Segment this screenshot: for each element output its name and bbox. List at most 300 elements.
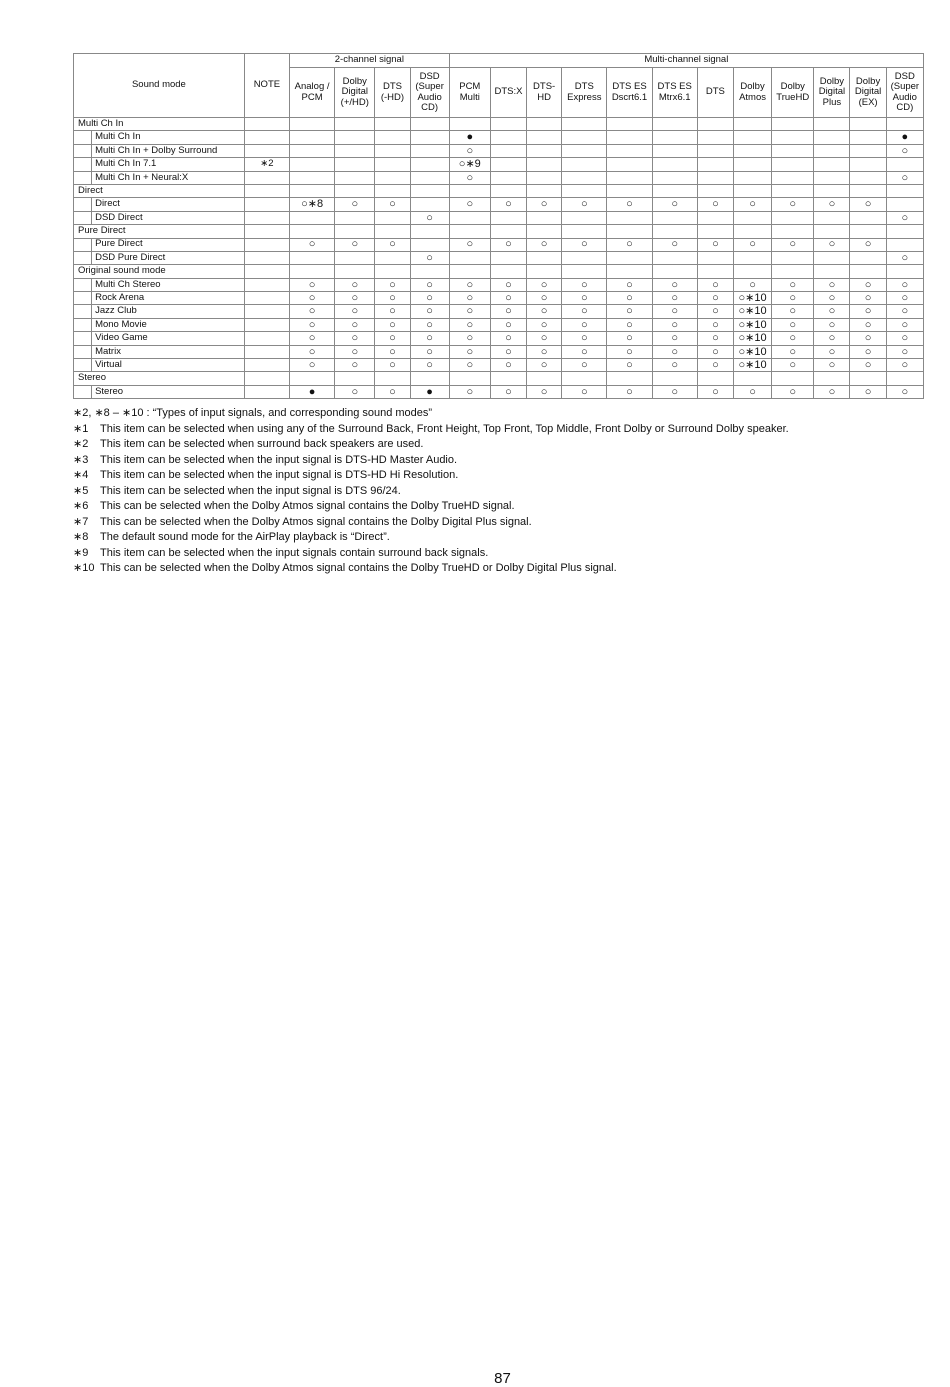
empty-cell (814, 118, 850, 131)
column-header-line: DTS ES (612, 81, 647, 92)
empty-cell (375, 372, 410, 385)
footnote-text: This can be selected when the Dolby Atmos signal contains the Dolby TrueHD signal. (100, 500, 515, 512)
empty-cell (490, 372, 526, 385)
empty-cell (375, 184, 410, 197)
empty-cell (733, 118, 771, 131)
table-row (74, 131, 924, 144)
availability-cell: ○ (410, 359, 449, 372)
availability-cell: ○ (697, 345, 733, 358)
availability-cell (697, 158, 733, 171)
availability-cell: ○ (527, 332, 562, 345)
availability-cell (733, 251, 771, 264)
note-cell (244, 332, 289, 345)
footnote-item (73, 530, 933, 546)
empty-cell (814, 184, 850, 197)
empty-cell (335, 372, 375, 385)
availability-cell: ○ (886, 345, 923, 358)
table-row (74, 144, 924, 157)
empty-cell (607, 118, 652, 131)
availability-cell: ○ (850, 359, 886, 372)
availability-cell (527, 131, 562, 144)
availability-cell: ○ (527, 238, 562, 251)
footnote-item (73, 515, 933, 531)
availability-cell: ○ (814, 345, 850, 358)
availability-cell: ○ (886, 144, 923, 157)
column-header-line: Express (567, 91, 602, 103)
availability-cell (490, 131, 526, 144)
availability-cell: ○ (652, 385, 697, 398)
sound-mode-name: Virtual (92, 359, 245, 372)
note-cell (244, 345, 289, 358)
availability-cell (814, 171, 850, 184)
indent-cell (74, 305, 92, 318)
availability-cell: ○∗10 (733, 359, 771, 372)
availability-cell (697, 211, 733, 224)
availability-cell: ○ (527, 359, 562, 372)
availability-cell: ○ (449, 332, 490, 345)
note-cell (244, 238, 289, 251)
empty-cell (814, 225, 850, 238)
availability-cell: ○∗9 (449, 158, 490, 171)
footnote-item (73, 499, 933, 515)
empty-cell (652, 184, 697, 197)
column-header (697, 68, 733, 118)
column-header-line: CD) (896, 102, 914, 113)
availability-cell: ○ (335, 332, 375, 345)
availability-cell (772, 144, 814, 157)
availability-cell: ○ (289, 359, 334, 372)
empty-cell (562, 372, 607, 385)
note-cell (244, 251, 289, 264)
footnote-key: ∗2 (73, 438, 89, 450)
empty-cell (562, 184, 607, 197)
availability-cell: ○ (490, 332, 526, 345)
empty-cell (850, 184, 886, 197)
availability-cell (289, 251, 334, 264)
availability-cell (886, 198, 923, 211)
footnotes (73, 406, 933, 577)
availability-cell: ○ (886, 251, 923, 264)
table-row (74, 359, 924, 372)
table-row (74, 345, 924, 358)
footnote-item (73, 468, 933, 484)
availability-cell (289, 211, 334, 224)
availability-cell: ○ (772, 345, 814, 358)
availability-cell: ○ (527, 292, 562, 305)
column-header (335, 68, 375, 118)
column-header (772, 68, 814, 118)
column-header-line: Plus (822, 96, 842, 108)
indent-cell (74, 171, 92, 184)
availability-cell (490, 251, 526, 264)
availability-cell: ○ (335, 238, 375, 251)
availability-cell (850, 158, 886, 171)
availability-cell (527, 144, 562, 157)
availability-cell (410, 171, 449, 184)
availability-cell: ○ (652, 359, 697, 372)
footnote-text: This item can be selected when the input signal is DTS-HD Master Audio. (100, 453, 458, 466)
column-header-line: DSD (419, 70, 440, 82)
empty-cell (850, 372, 886, 385)
availability-cell: ○ (335, 278, 375, 291)
empty-cell (886, 184, 923, 197)
availability-cell: ○ (772, 385, 814, 398)
column-header-line: Digital (818, 86, 846, 98)
availability-cell: ○ (410, 345, 449, 358)
availability-cell: ○ (607, 278, 652, 291)
availability-cell: ○ (733, 278, 771, 291)
note-cell (244, 385, 289, 398)
column-header-line: DTS (382, 81, 402, 92)
availability-cell: ○ (733, 198, 771, 211)
availability-cell: ○ (410, 292, 449, 305)
availability-cell (814, 211, 850, 224)
page-number: 87 (494, 1370, 511, 1387)
empty-cell (490, 118, 526, 131)
availability-cell: ○ (814, 292, 850, 305)
availability-cell (562, 171, 607, 184)
empty-cell (886, 225, 923, 238)
empty-cell (886, 118, 923, 131)
empty-cell (814, 372, 850, 385)
sound-mode-name: Stereo (92, 385, 245, 398)
column-header (410, 68, 449, 118)
empty-cell (335, 265, 375, 278)
empty-cell (850, 118, 886, 131)
availability-cell (375, 158, 410, 171)
availability-cell (375, 211, 410, 224)
availability-cell: ○ (733, 385, 771, 398)
availability-cell: ○∗10 (733, 318, 771, 331)
column-header-line: Dolby (819, 75, 845, 87)
empty-cell (410, 265, 449, 278)
availability-cell: ○ (652, 198, 697, 211)
footnote-text: The default sound mode for the AirPlay playback is “Direct”. (100, 531, 390, 543)
availability-cell: ○ (652, 345, 697, 358)
empty-cell (289, 184, 334, 197)
column-header (490, 68, 526, 118)
availability-cell (772, 251, 814, 264)
availability-cell (527, 251, 562, 264)
empty-cell (449, 225, 490, 238)
footnote-key: ∗10 (73, 562, 95, 574)
availability-cell: ○ (772, 278, 814, 291)
table-row (74, 158, 924, 171)
availability-cell (289, 144, 334, 157)
sound-mode-name: DSD Direct (92, 211, 245, 224)
availability-cell: ○ (490, 278, 526, 291)
column-header (607, 68, 652, 118)
availability-cell (652, 158, 697, 171)
section-row (74, 184, 924, 197)
note-cell (244, 144, 289, 157)
availability-cell: ○ (449, 345, 490, 358)
availability-cell: ○∗8 (289, 198, 334, 211)
availability-cell (410, 198, 449, 211)
availability-cell: ○ (289, 318, 334, 331)
availability-cell: ○ (814, 359, 850, 372)
sound-mode-name: Multi Ch In + Neural:X (92, 171, 245, 184)
availability-cell: ○ (490, 359, 526, 372)
availability-cell (289, 158, 334, 171)
availability-cell: ○ (814, 305, 850, 318)
availability-cell: ○ (490, 198, 526, 211)
availability-cell: ○ (697, 238, 733, 251)
availability-cell: ○ (375, 385, 410, 398)
column-header-line: DTS- (533, 81, 556, 92)
empty-cell (733, 372, 771, 385)
availability-cell: ○ (289, 278, 334, 291)
availability-cell: ○ (697, 305, 733, 318)
empty-cell (375, 225, 410, 238)
availability-cell: ○ (886, 292, 923, 305)
empty-cell (527, 265, 562, 278)
availability-cell: ○∗10 (733, 332, 771, 345)
availability-cell (652, 171, 697, 184)
availability-cell: ○ (607, 238, 652, 251)
empty-cell (375, 118, 410, 131)
availability-cell: ○ (410, 278, 449, 291)
availability-cell: ○ (527, 198, 562, 211)
availability-cell: ○ (449, 198, 490, 211)
empty-cell (772, 118, 814, 131)
footnote-text: This can be selected when the Dolby Atmos signal contains the Dolby TrueHD or Dolby Digital Plus signal. (100, 562, 617, 574)
availability-cell: ○ (814, 198, 850, 211)
table-row (74, 332, 924, 345)
availability-cell: ○ (814, 278, 850, 291)
availability-cell: ○ (335, 345, 375, 358)
footnote-key: ∗6 (73, 500, 89, 512)
availability-cell (527, 211, 562, 224)
availability-cell: ○ (449, 171, 490, 184)
availability-cell (814, 251, 850, 264)
empty-cell (697, 184, 733, 197)
availability-cell (449, 211, 490, 224)
availability-cell: ○ (814, 238, 850, 251)
availability-cell (607, 158, 652, 171)
availability-cell: ○ (562, 305, 607, 318)
availability-cell (562, 158, 607, 171)
footnote-text: This item can be selected when the input signals contain surround back signals. (100, 546, 489, 559)
empty-cell (886, 372, 923, 385)
empty-cell (850, 265, 886, 278)
column-header-line: Audio (892, 91, 917, 103)
column-header-line: (Super (415, 81, 444, 92)
empty-cell (733, 184, 771, 197)
availability-cell (410, 131, 449, 144)
empty-cell (449, 184, 490, 197)
availability-cell (410, 158, 449, 171)
sound-mode-name: Multi Ch In (92, 131, 245, 144)
column-header-line: DTS (574, 81, 594, 92)
availability-cell (814, 131, 850, 144)
availability-cell: ○ (335, 359, 375, 372)
availability-cell (562, 211, 607, 224)
availability-cell (562, 251, 607, 264)
availability-cell: ○ (527, 345, 562, 358)
availability-cell: ○ (562, 359, 607, 372)
column-header-line: DTS:X (494, 86, 523, 98)
sound-mode-name: Rock Arena (92, 292, 245, 305)
indent-cell (74, 238, 92, 251)
column-header-line: (Super (890, 81, 920, 92)
empty-cell (335, 184, 375, 197)
availability-cell: ○ (449, 385, 490, 398)
empty-cell (886, 265, 923, 278)
availability-cell (607, 251, 652, 264)
note-cell (244, 305, 289, 318)
availability-cell: ○ (375, 278, 410, 291)
availability-cell (814, 144, 850, 157)
section-row (74, 265, 924, 278)
table-row (74, 278, 924, 291)
availability-cell: ○ (850, 238, 886, 251)
availability-cell (607, 144, 652, 157)
availability-cell (772, 131, 814, 144)
empty-cell (289, 265, 334, 278)
column-header-line: (+/HD) (340, 96, 369, 108)
availability-cell: ○ (850, 332, 886, 345)
empty-cell (562, 118, 607, 131)
column-header-line: Dolby (855, 75, 881, 87)
availability-cell (527, 158, 562, 171)
table-row (74, 198, 924, 211)
availability-cell (289, 171, 334, 184)
availability-cell: ○ (562, 332, 607, 345)
footnote-item (73, 546, 933, 562)
availability-cell: ○ (772, 359, 814, 372)
availability-cell (733, 131, 771, 144)
availability-cell: ○ (697, 359, 733, 372)
availability-cell: ○ (375, 318, 410, 331)
availability-cell (335, 171, 375, 184)
empty-cell (375, 265, 410, 278)
availability-cell (335, 211, 375, 224)
table-row (74, 318, 924, 331)
column-header (886, 68, 923, 118)
availability-cell: ○ (697, 385, 733, 398)
availability-cell: ○ (607, 359, 652, 372)
availability-cell: ○ (697, 278, 733, 291)
column-header-line: Analog / (294, 81, 330, 92)
note-cell: ∗2 (244, 158, 289, 171)
indent-cell (74, 318, 92, 331)
availability-cell: ○ (814, 385, 850, 398)
availability-cell: ○ (289, 345, 334, 358)
sound-mode-name: Matrix (92, 345, 245, 358)
indent-cell (74, 158, 92, 171)
availability-cell: ○ (335, 198, 375, 211)
availability-cell: ○ (697, 318, 733, 331)
indent-cell (74, 251, 92, 264)
column-header-line: Audio (417, 91, 442, 103)
empty-cell (733, 265, 771, 278)
column-header (449, 68, 490, 118)
sound-mode-name: Direct (92, 198, 245, 211)
footnote-reference: ∗2, ∗8 – ∗10 : “Types of input signals, and corresponding sound modes” (73, 407, 433, 419)
indent-cell (74, 385, 92, 398)
availability-cell: ○ (886, 305, 923, 318)
availability-cell: ○ (886, 318, 923, 331)
availability-cell: ○ (289, 305, 334, 318)
footnote-text: This item can be selected when surround back speakers are used. (100, 438, 424, 450)
column-header (850, 68, 886, 118)
availability-cell: ○ (607, 332, 652, 345)
availability-cell: ○ (607, 198, 652, 211)
availability-cell: ○ (652, 332, 697, 345)
note-cell (244, 198, 289, 211)
availability-cell (733, 211, 771, 224)
empty-cell (772, 184, 814, 197)
note-cell (244, 359, 289, 372)
column-header-line: Dolby (342, 75, 367, 87)
availability-cell: ○ (449, 292, 490, 305)
availability-cell: ○ (410, 251, 449, 264)
availability-cell: ○ (850, 318, 886, 331)
availability-cell: ○ (607, 345, 652, 358)
empty-cell (490, 225, 526, 238)
availability-cell: ○ (490, 345, 526, 358)
column-header (652, 68, 697, 118)
availability-cell: ○ (652, 292, 697, 305)
note-cell (244, 278, 289, 291)
empty-cell (607, 225, 652, 238)
availability-cell (449, 251, 490, 264)
availability-cell: ○ (490, 292, 526, 305)
availability-cell (652, 211, 697, 224)
footnote-item (73, 453, 933, 469)
note-cell (244, 131, 289, 144)
sound-mode-name: Multi Ch In 7.1 (92, 158, 245, 171)
footnote-key: ∗5 (73, 484, 89, 497)
availability-cell (772, 171, 814, 184)
empty-cell (814, 265, 850, 278)
availability-cell: ○ (697, 332, 733, 345)
availability-cell: ○ (562, 198, 607, 211)
availability-cell: ○ (490, 305, 526, 318)
empty-cell (772, 225, 814, 238)
note-cell (244, 171, 289, 184)
availability-cell: ○ (449, 359, 490, 372)
footnote-item (73, 437, 933, 453)
availability-cell: ○ (562, 345, 607, 358)
availability-cell (850, 131, 886, 144)
table-row (74, 171, 924, 184)
empty-cell (410, 118, 449, 131)
availability-cell: ○ (850, 278, 886, 291)
column-header-line: (EX) (858, 96, 878, 108)
availability-cell: ○ (490, 238, 526, 251)
indent-cell (74, 292, 92, 305)
availability-cell (410, 144, 449, 157)
availability-cell (697, 131, 733, 144)
footnote-text: This item can be selected when using any of the Surround Back, Front Height, Top Front, Top Middle, Front Dolby or Surround Dolby speaker. (100, 422, 789, 435)
table-row (74, 292, 924, 305)
empty-cell (607, 184, 652, 197)
availability-cell: ○ (449, 278, 490, 291)
empty-cell (772, 372, 814, 385)
footnote-key: ∗1 (73, 422, 89, 435)
footnote-key: ∗4 (73, 469, 89, 481)
empty-cell (652, 225, 697, 238)
availability-cell: ○ (562, 318, 607, 331)
availability-cell: ○ (562, 385, 607, 398)
availability-cell (562, 144, 607, 157)
availability-cell: ○ (375, 238, 410, 251)
availability-cell: ○ (697, 198, 733, 211)
availability-cell (814, 158, 850, 171)
empty-cell (449, 118, 490, 131)
